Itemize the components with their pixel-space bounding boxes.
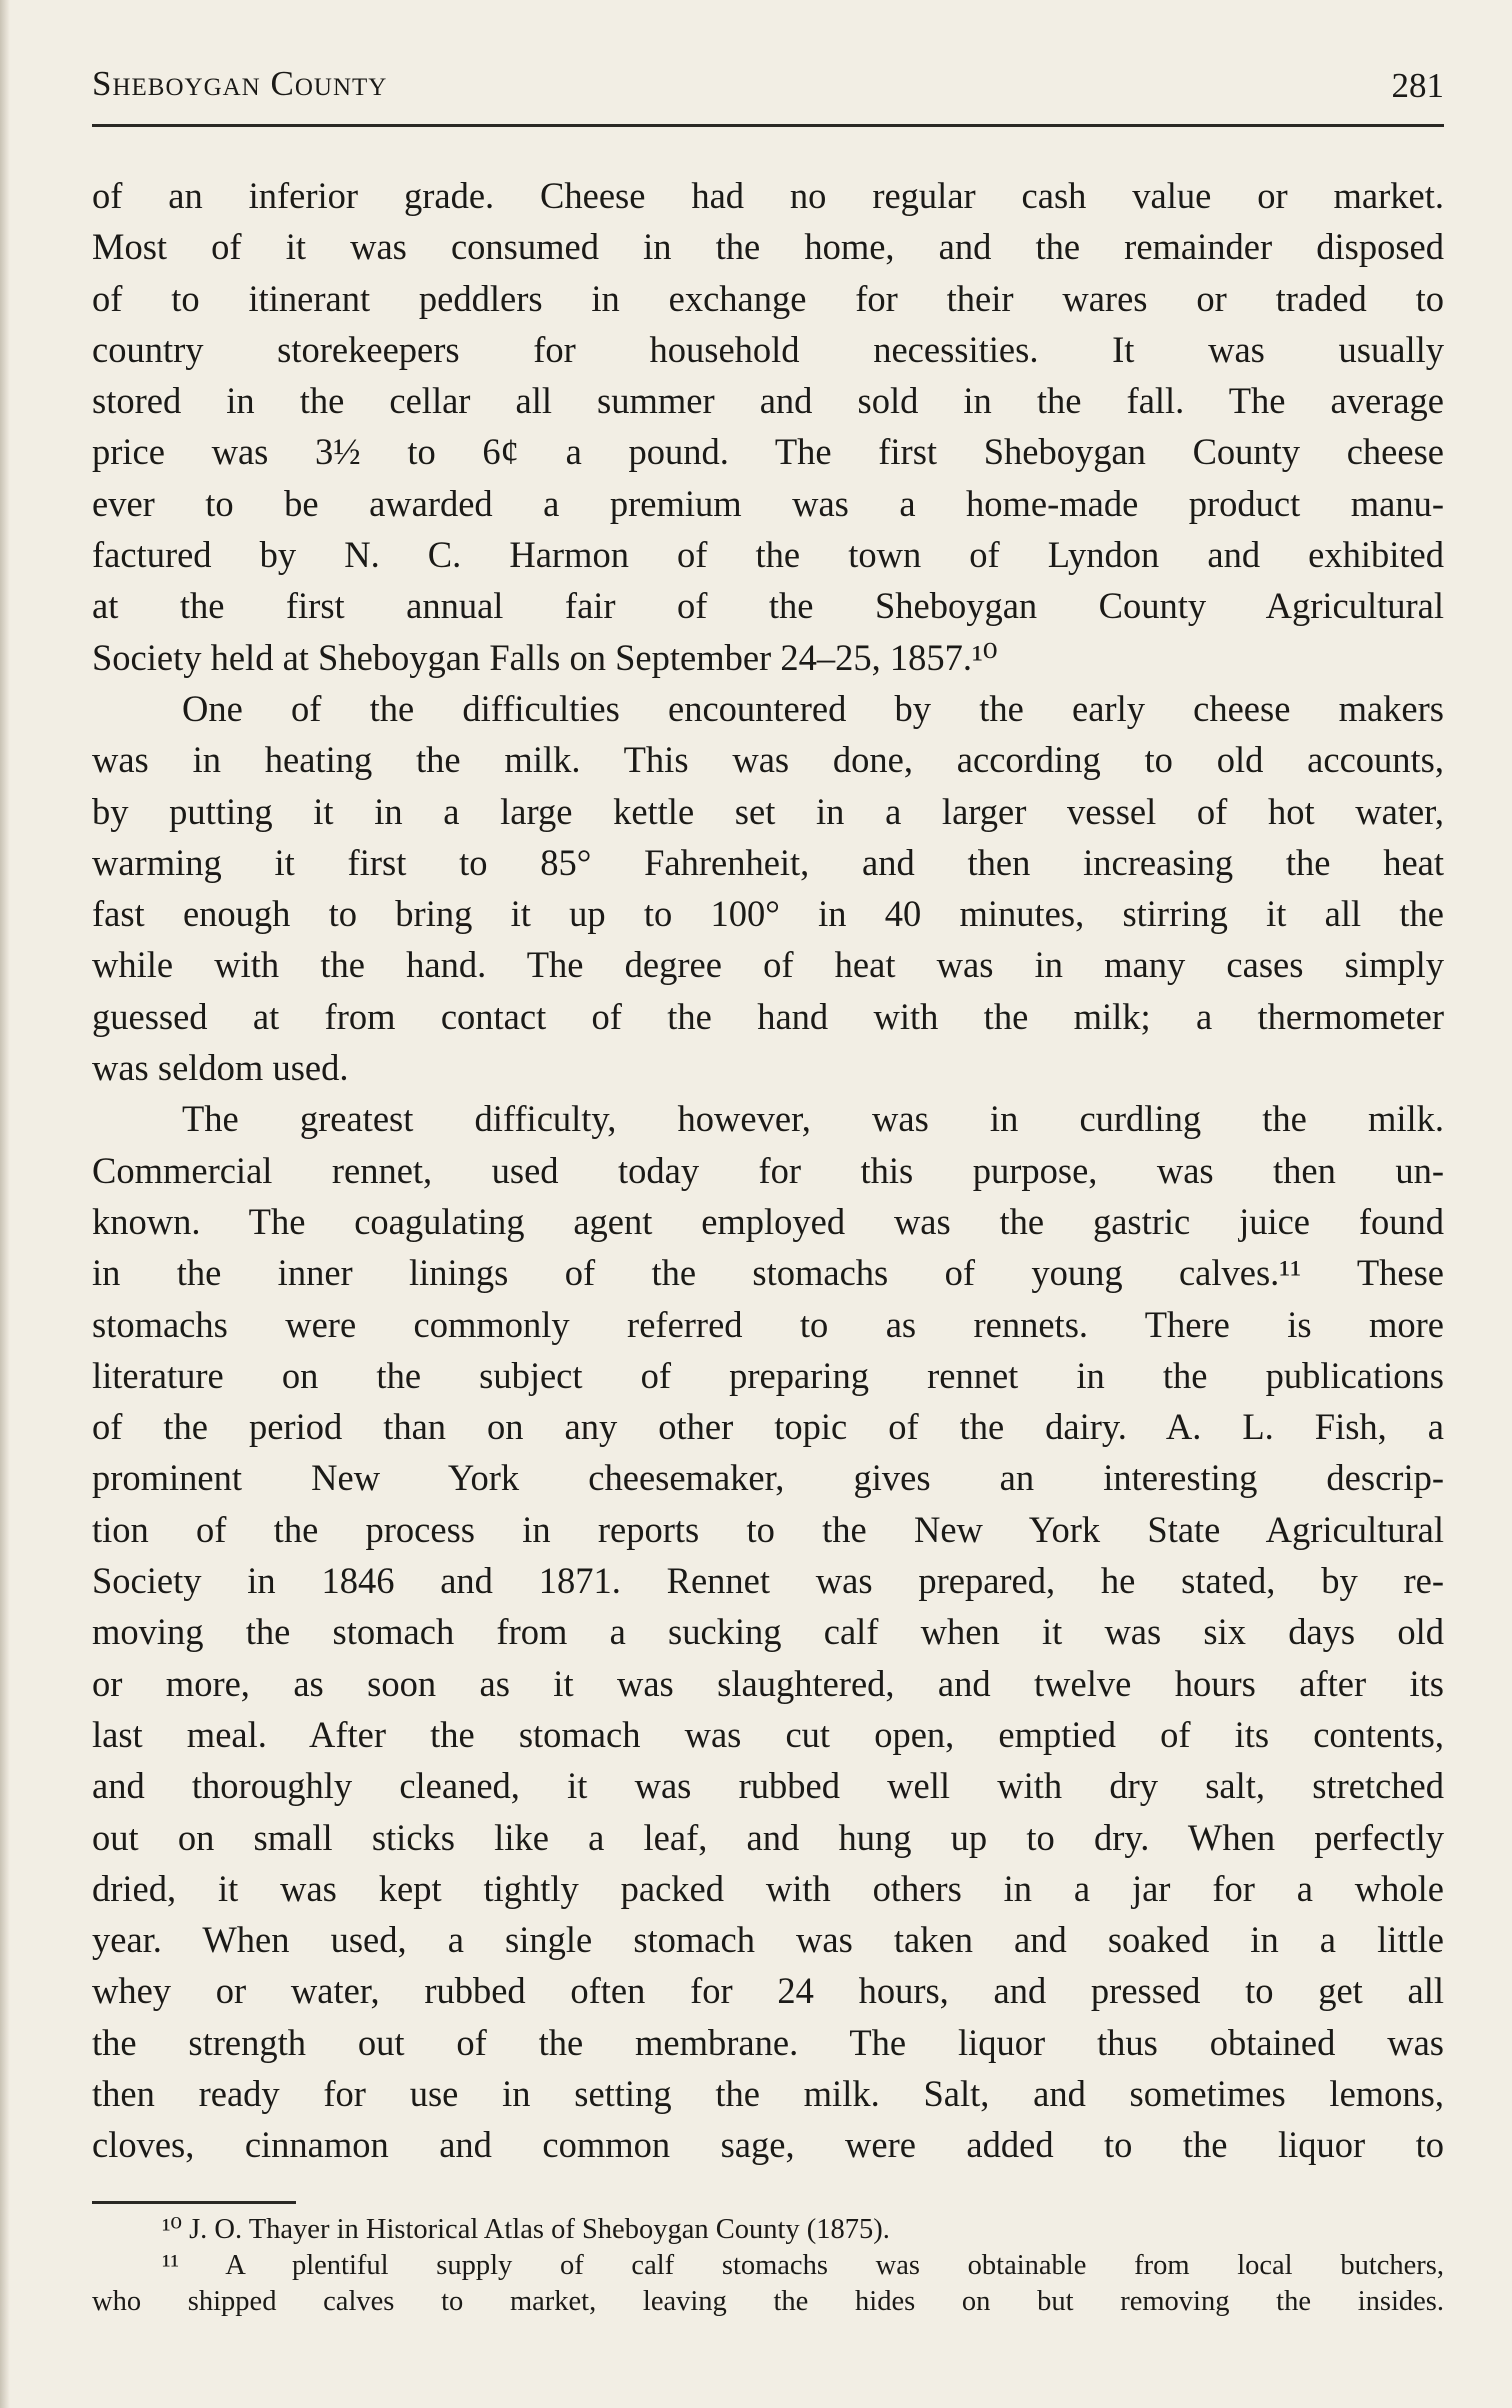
header-rule [92,124,1444,127]
text-line: price was 3½ to 6¢ a pound. The first Sheboygan County cheese [92,431,1444,473]
text-line: at the first annual fair of the Sheboygan County Agricultural [92,585,1444,627]
footnotes [92,2212,1444,2320]
spine-shadow [0,0,10,2408]
text-line: by putting it in a large kettle set in a larger vessel of hot water, [92,790,1444,832]
page-number: 281 [1391,66,1444,105]
text-line: country storekeepers for household necessities. It was usually [92,328,1444,370]
text-line: year. When used, a single stomach was taken and soaked in a little [92,1919,1444,1961]
text-line: cloves, cinnamon and common sage, were added to the liquor to [92,2124,1444,2166]
text-line: Society in 1846 and 1871. Rennet was prepared, he stated, by re- [92,1560,1444,1602]
text-line: Commercial rennet, used today for this purpose, was then un- [92,1149,1444,1191]
text-line: last meal. After the stomach was cut open, emptied of its contents, [92,1713,1444,1755]
text-line: tion of the process in reports to the New York State Agricultural [92,1508,1444,1550]
text-line: guessed at from contact of the hand with the milk; a thermometer [92,995,1444,1037]
text-line: of to itinerant peddlers in exchange for their wares or traded to [92,277,1444,319]
text-line: was seldom used. [92,1047,349,1089]
text-line: Society held at Sheboygan Falls on September 24–25, 1857.¹⁰ [92,636,998,678]
footnote-line: who shipped calves to market, leaving the hides on but removing the insides. [92,2286,1444,2317]
text-line: stored in the cellar all summer and sold in the fall. The average [92,380,1444,422]
footnote-line: ¹⁰ J. O. Thayer in Historical Atlas of Sheboygan County (1875). [162,2214,890,2245]
footnote-line: ¹¹ A plentiful supply of calf stomachs was obtainable from local butchers, [162,2250,1444,2281]
text-line: in the inner linings of the stomachs of young calves.¹¹ These [92,1252,1444,1294]
text-line: factured by N. C. Harmon of the town of Lyndon and exhibited [92,534,1444,576]
text-line: fast enough to bring it up to 100° in 40 minutes, stirring it all the [92,893,1444,935]
text-line: of the period than on any other topic of the dairy. A. L. Fish, a [92,1406,1444,1448]
page-header [92,60,1444,122]
text-line: literature on the subject of preparing rennet in the publications [92,1354,1444,1396]
text-line: of an inferior grade. Cheese had no regular cash value or market. [92,175,1444,216]
text-line: then ready for use in setting the milk. Salt, and sometimes lemons, [92,2072,1444,2114]
text-line: ever to be awarded a premium was a home-made product manu- [92,482,1444,524]
text-line: the strength out of the membrane. The liquor thus obtained was [92,2021,1444,2063]
text-line: stomachs were commonly referred to as rennets. There is more [92,1303,1444,1345]
running-head: Sheboygan County [92,64,388,103]
text-line: while with the hand. The degree of heat was in many cases simply [92,944,1444,986]
text-line: The greatest difficulty, however, was in curdling the milk. [182,1098,1444,1140]
text-line: dried, it was kept tightly packed with others in a jar for a whole [92,1867,1444,1909]
footnote-rule [92,2201,296,2204]
text-line: One of the difficulties encountered by the early cheese makers [182,687,1444,729]
text-line: was in heating the milk. This was done, according to old accounts, [92,739,1444,781]
text-line: and thoroughly cleaned, it was rubbed well with dry salt, stretched [92,1765,1444,1807]
text-line: or more, as soon as it was slaughtered, and twelve hours after its [92,1662,1444,1704]
text-line: whey or water, rubbed often for 24 hours, and pressed to get all [92,1970,1444,2012]
text-line: known. The coagulating agent employed was the gastric juice found [92,1200,1444,1242]
body-text [92,170,1444,2171]
text-line: Most of it was consumed in the home, and the remainder disposed [92,226,1444,268]
text-line: moving the stomach from a sucking calf when it was six days old [92,1611,1444,1653]
text-line: warming it first to 85° Fahrenheit, and then increasing the heat [92,841,1444,883]
text-line: out on small sticks like a leaf, and hung up to dry. When perfectly [92,1816,1444,1858]
text-line: prominent New York cheesemaker, gives an interesting descrip- [92,1457,1444,1499]
